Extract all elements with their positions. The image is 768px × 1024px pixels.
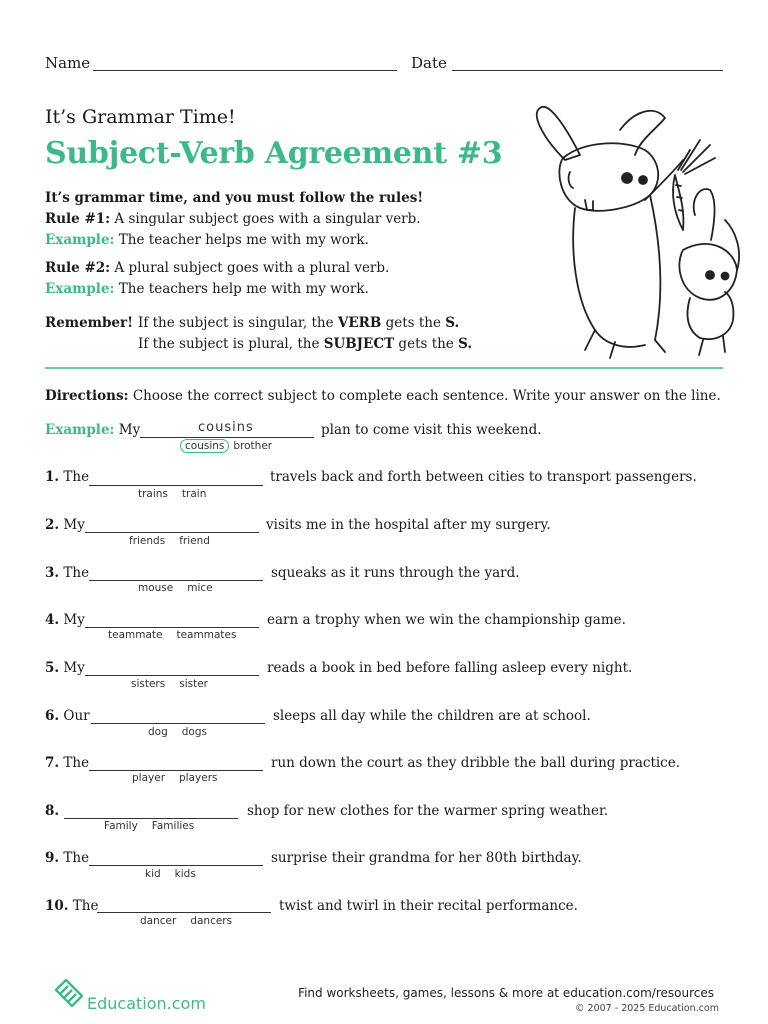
choices-2: friends friend [129, 535, 210, 547]
question-10: 10. The [45, 898, 99, 914]
example-answer: cousins [198, 420, 254, 435]
rule-1-example-text: The teacher helps me with my work. [114, 232, 369, 248]
question-3: 3. The [45, 565, 90, 581]
choices-10: dancer dancers [140, 915, 233, 927]
question-5: 5. My [45, 660, 85, 676]
name-line[interactable] [93, 70, 397, 71]
rule-1-example [45, 230, 525, 251]
example-pre: My [114, 422, 141, 438]
directions-label: Directions: [45, 388, 129, 404]
answer-line-6[interactable] [91, 723, 265, 724]
remember-label: Remember! [45, 315, 134, 331]
choices-8: Family Families [104, 820, 195, 832]
answer-line-3[interactable] [89, 580, 263, 581]
question-5-post: reads a book in bed before falling asleep every night. [267, 660, 633, 676]
intro-text: It’s grammar time, and you must follow the rules! [45, 190, 424, 206]
example-choices [180, 440, 272, 452]
example-label: Example: [45, 422, 115, 438]
question-2: 2. My [45, 517, 85, 533]
question-3-post: squeaks as it runs through the yard. [271, 565, 520, 581]
subtitle: It’s Grammar Time! [45, 106, 236, 128]
question-7: 7. The [45, 755, 90, 771]
directions [45, 388, 721, 404]
choices-6: dog dogs [148, 726, 207, 738]
question-7-post: run down the court as they dribble the ball during practice. [271, 755, 681, 771]
rule-2 [45, 258, 525, 279]
page-title: Subject-Verb Agreement #3 [45, 136, 503, 171]
rule-1-example-label: Example: [45, 232, 115, 248]
answer-line-5[interactable] [85, 675, 259, 676]
rules-section [45, 188, 525, 300]
choices-9: kid kids [145, 868, 196, 880]
choices-4: teammate teammates [108, 629, 237, 641]
answer-line-2[interactable] [85, 532, 259, 533]
question-10-post: twist and twirl in their recital performance. [279, 898, 578, 914]
answer-line-1[interactable] [89, 485, 263, 486]
question-9: 9. The [45, 850, 90, 866]
question-6-post: sleeps all day while the children are at school. [273, 708, 591, 724]
answer-line-4[interactable] [85, 627, 259, 628]
choices-5: sisters sister [131, 678, 208, 690]
remember-line-1: If the subject is singular, the VERB gets the S. [138, 315, 460, 331]
choices-1: trains train [138, 488, 207, 500]
footer-logo-text: Education.com [87, 994, 206, 1013]
name-label: Name [45, 54, 91, 72]
question-1: 1. The [45, 469, 90, 485]
choices-3: mouse mice [138, 582, 213, 594]
directions-text: Choose the correct subject to complete each sentence. Write your answer on the line. [128, 388, 721, 404]
footer-copyright: © 2007 - 2025 Education.com [575, 1003, 719, 1014]
example-row [45, 422, 140, 438]
date-label: Date [411, 54, 447, 72]
rule-1-label: Rule #1: [45, 211, 111, 227]
answer-line-7[interactable] [89, 770, 263, 771]
rule-2-example-label: Example: [45, 281, 115, 297]
answer-line-8[interactable] [64, 818, 238, 819]
rule-2-label: Rule #2: [45, 260, 111, 276]
footer-tagline[interactable]: Find worksheets, games, lessons & more at education.com/resources [298, 986, 714, 1000]
education-com-logo-icon [52, 978, 86, 1010]
example-choice-a: cousins [180, 439, 229, 453]
rule-2-example [45, 279, 525, 300]
question-9-post: surprise their grandma for her 80th birthday. [271, 850, 582, 866]
rabbits-with-carrot-illustration [525, 100, 740, 360]
choices-7: player players [132, 772, 218, 784]
example-answer-line [140, 437, 314, 438]
remember-line-2: If the subject is plural, the SUBJECT gets the S. [138, 336, 473, 352]
section-divider [45, 367, 723, 369]
answer-line-9[interactable] [89, 865, 263, 866]
question-4: 4. My [45, 612, 85, 628]
question-8: 8. [45, 803, 60, 819]
question-1-post: travels back and forth between cities to transport passengers. [270, 469, 697, 485]
question-4-post: earn a trophy when we win the championship game. [267, 612, 626, 628]
rule-2-text: A plural subject goes with a plural verb. [110, 260, 390, 276]
example-choice-b: brother [233, 440, 273, 452]
rule-1-text: A singular subject goes with a singular verb. [110, 211, 421, 227]
question-2-post: visits me in the hospital after my surgery. [266, 517, 551, 533]
rule-2-example-text: The teachers help me with my work. [114, 281, 369, 297]
example-post: plan to come visit this weekend. [321, 422, 542, 438]
question-8-post: shop for new clothes for the warmer spring weather. [247, 803, 609, 819]
date-line[interactable] [452, 70, 723, 71]
rule-1 [45, 209, 525, 230]
question-6: 6. Our [45, 708, 90, 724]
answer-line-10[interactable] [97, 912, 271, 913]
